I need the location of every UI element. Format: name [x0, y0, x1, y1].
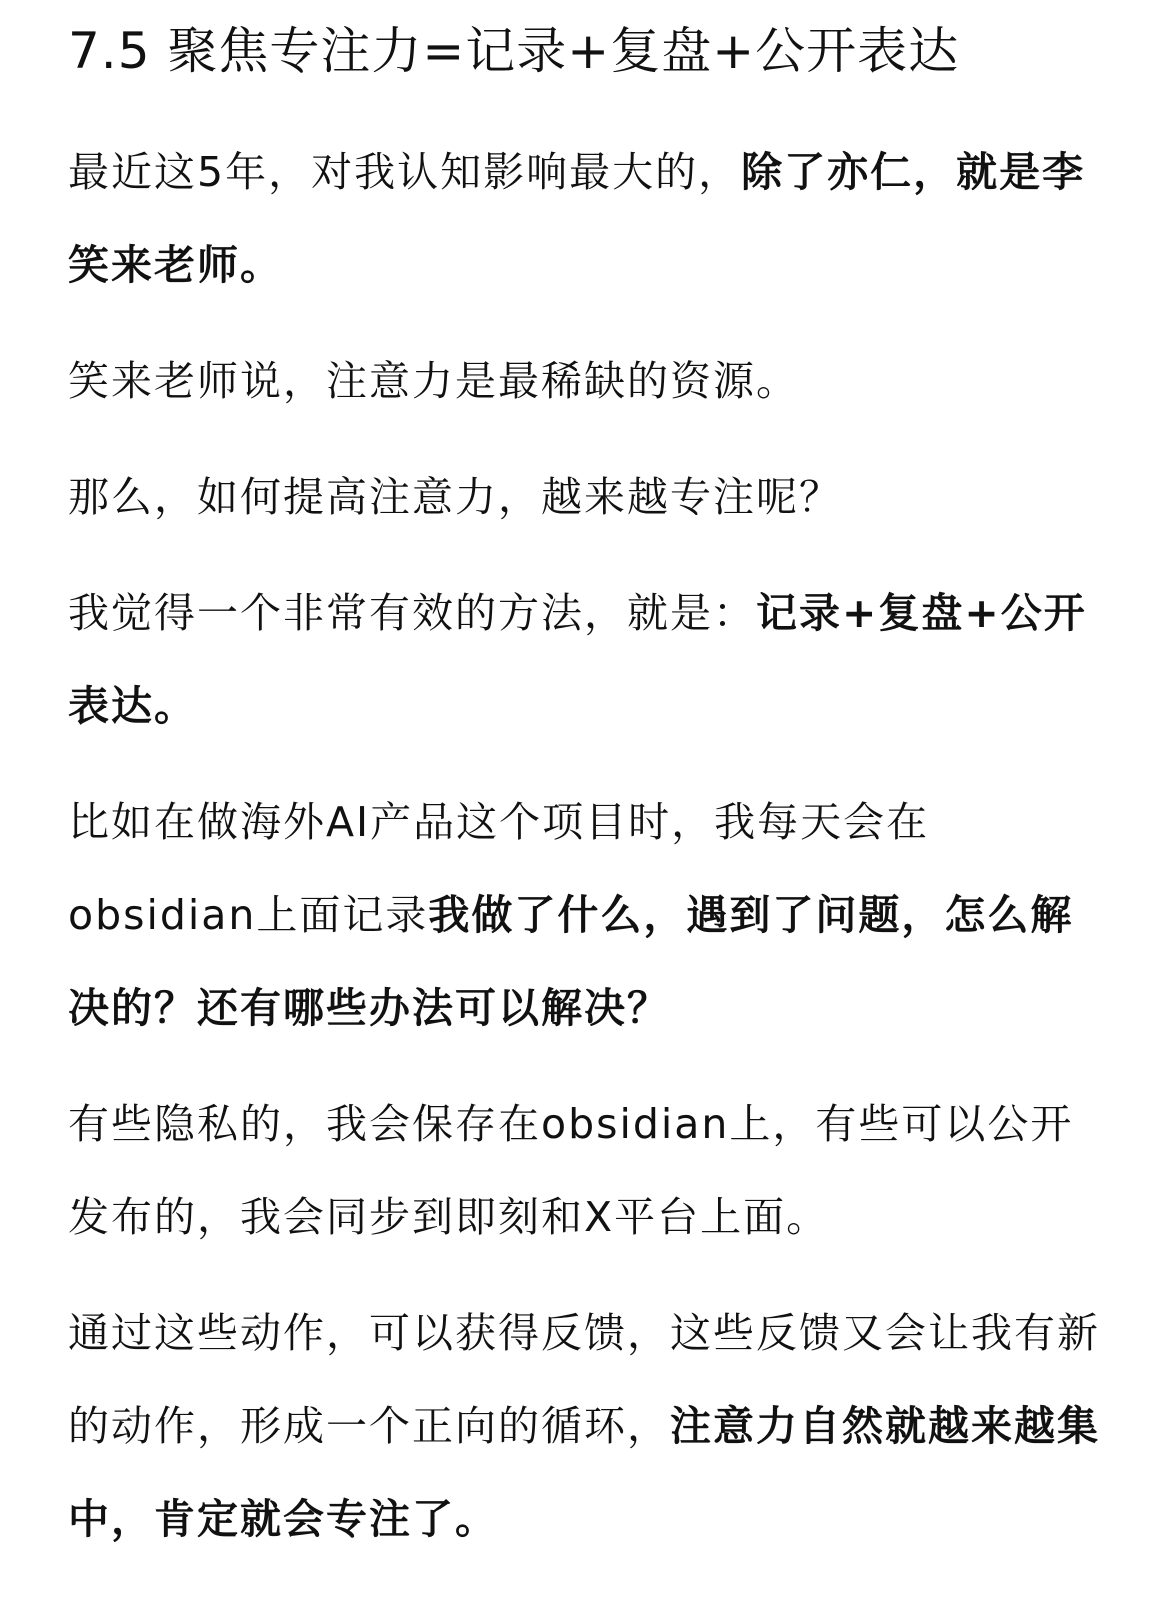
paragraph-emphasis: 记录+复盘+公开表达。: [68, 589, 1087, 730]
paragraph-text: 通过这些动作，可以获得反馈，这些反馈又会让我有新的动作，形成一个正向的循环，: [68, 1309, 1100, 1450]
paragraph-text: 有些隐私的，我会保存在obsidian上，有些可以公开发布的，我会同步到即刻和X平台上面。: [68, 1100, 1074, 1241]
paragraph-4: [68, 567, 1104, 753]
paragraph-emphasis: 注意力自然就越来越集中，肯定就会专注了。: [68, 1402, 1100, 1543]
paragraph-text: 笑来老师说，注意力是最稀缺的资源。: [68, 357, 799, 405]
paragraph-text: 我觉得一个非常有效的方法，就是：: [68, 589, 756, 637]
paragraph-1: [68, 126, 1104, 312]
paragraph-2: [68, 335, 1104, 428]
paragraph-5: [68, 776, 1104, 1055]
paragraph-3: [68, 451, 1104, 544]
paragraph-text: 最近这5年，对我认知影响最大的，: [68, 148, 742, 196]
paragraph-emphasis: 除了亦仁，就是李笑来老师。: [68, 148, 1086, 289]
paragraph-text: 比如在做海外AI产品这个项目时，我每天会在obsidian上面记录: [68, 798, 930, 939]
paragraph-7: [68, 1287, 1104, 1566]
paragraph-emphasis: 我做了什么，遇到了问题，怎么解决的？还有哪些办法可以解决？: [68, 891, 1074, 1032]
section-title: 7.5 聚焦专注力=记录+复盘+公开表达: [68, 22, 960, 80]
paragraph-text: 那么，如何提高注意力，越来越专注呢？: [68, 473, 842, 521]
paragraph-6: [68, 1078, 1104, 1264]
